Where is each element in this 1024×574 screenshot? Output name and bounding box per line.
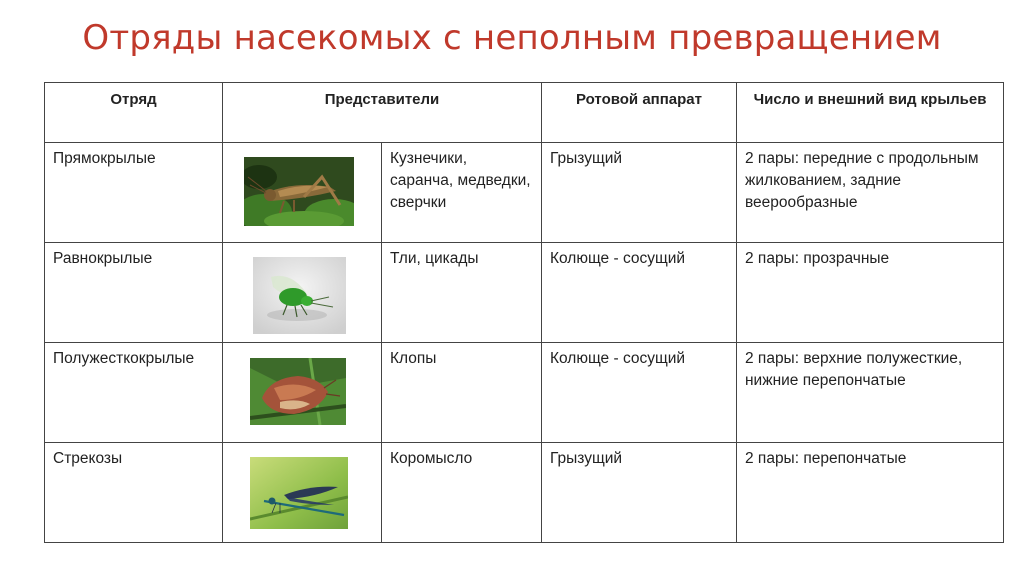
representatives-cell: Тли, цикады — [382, 243, 542, 343]
representatives-cell: Клопы — [382, 343, 542, 443]
dragonfly-photo — [250, 457, 348, 529]
table-row — [45, 143, 1004, 243]
mouthparts-cell: Грызущий — [542, 443, 737, 543]
photo-cell — [223, 343, 382, 443]
wings-cell: 2 пары: прозрачные — [737, 243, 1004, 343]
table-row — [45, 243, 1004, 343]
insect-orders-table — [44, 82, 1004, 543]
header-mouthparts: Ротовой аппарат — [542, 83, 737, 143]
order-cell: Прямокрылые — [45, 143, 223, 243]
aphid-photo — [253, 257, 346, 334]
representatives-cell: Коромысло — [382, 443, 542, 543]
table-row — [45, 443, 1004, 543]
header-wings: Число и внешний вид крыльев — [737, 83, 1004, 143]
page-title: Отряды насекомых с неполным превращением — [82, 18, 942, 58]
table-row — [45, 343, 1004, 443]
representatives-cell: Кузнечики, саранча, медведки, сверчки — [382, 143, 542, 243]
wings-cell: 2 пары: передние с продольным жилкованием, задние веерообразные — [737, 143, 1004, 243]
mouthparts-cell: Грызущий — [542, 143, 737, 243]
header-representatives: Представители — [223, 83, 542, 143]
order-cell: Равнокрылые — [45, 243, 223, 343]
wings-cell: 2 пары: верхние полужесткие, нижние перепончатые — [737, 343, 1004, 443]
mouthparts-cell: Колюще - сосущий — [542, 243, 737, 343]
photo-cell — [223, 243, 382, 343]
photo-cell — [223, 143, 382, 243]
order-cell: Стрекозы — [45, 443, 223, 543]
grasshopper-photo — [244, 157, 354, 226]
order-cell: Полужесткокрылые — [45, 343, 223, 443]
photo-cell — [223, 443, 382, 543]
mouthparts-cell: Колюще - сосущий — [542, 343, 737, 443]
table-header-row — [45, 83, 1004, 143]
stink-bug-photo — [250, 358, 346, 425]
wings-cell: 2 пары: перепончатые — [737, 443, 1004, 543]
header-order: Отряд — [45, 83, 223, 143]
